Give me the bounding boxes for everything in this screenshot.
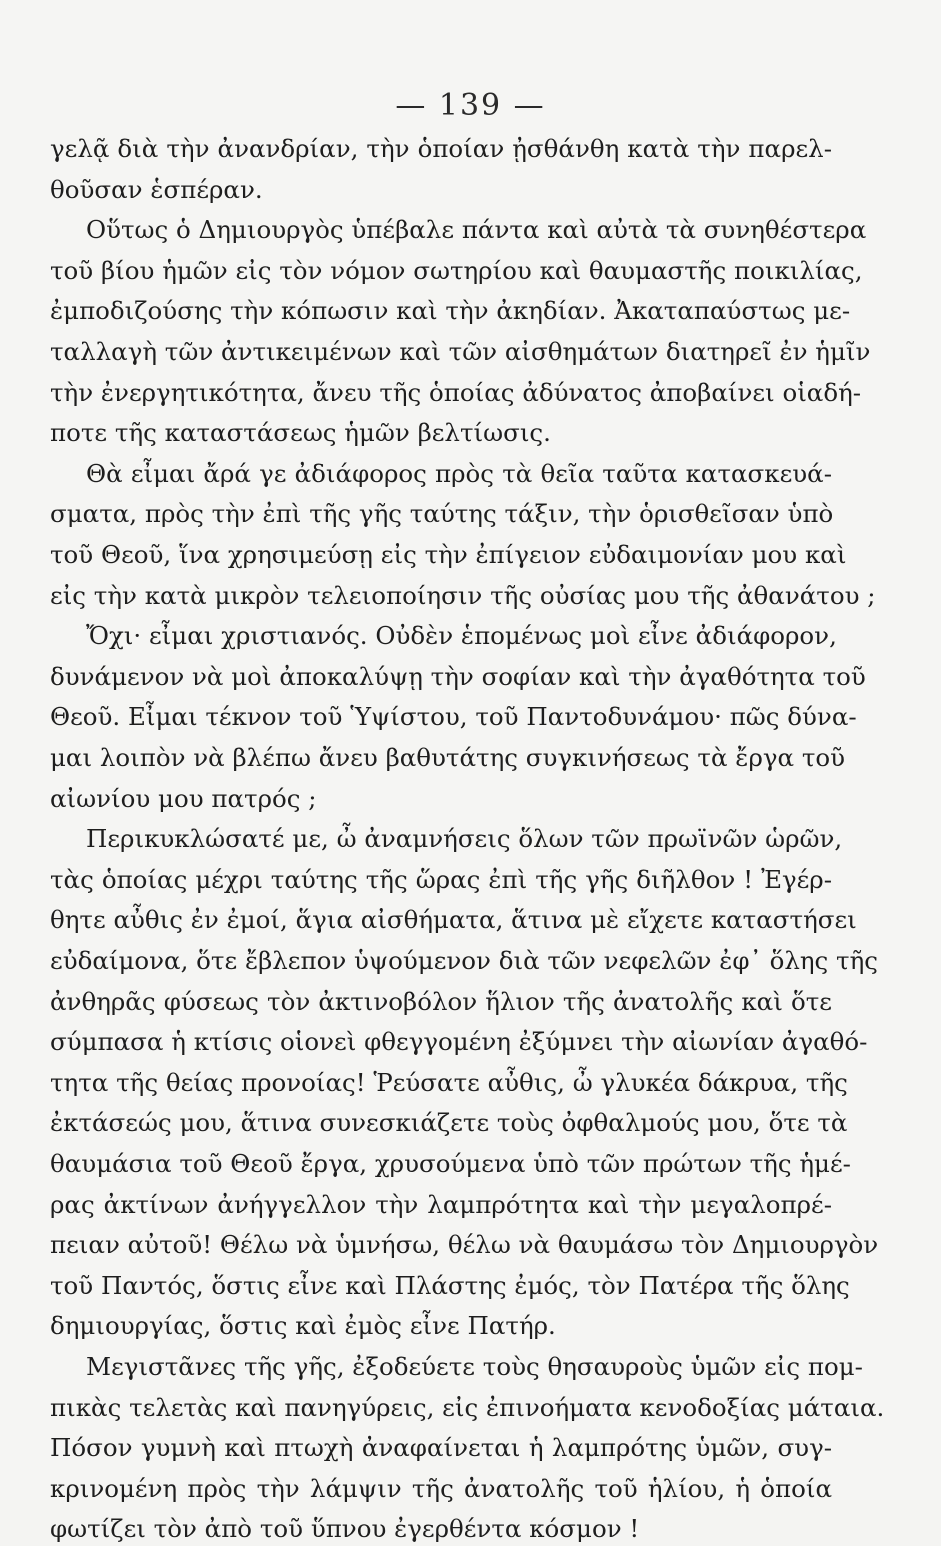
text-line: τητα τῆς θείας προνοίας! Ῥεύσατε αὖθις, ὦ γλυκέα δάκρυα, τῆς bbox=[50, 1067, 848, 1097]
text-line: ποτε τῆς καταστάσεως ἡμῶν βελτίωσις. bbox=[50, 418, 551, 448]
text-line: Ὄχι· εἶμαι χριστιανός. Οὐδὲν ἑπομένως μοὶ εἶνε ἀδιάφορον, bbox=[86, 621, 837, 651]
text-line: φωτίζει τὸν ἀπὸ τοῦ ὕπνου ἐγερθέντα κόσμον ! bbox=[50, 1514, 640, 1544]
text-line: εὐδαίμονα, ὅτε ἔβλεπον ὑψούμενον διὰ τῶν νεφελῶν ἐφ᾽ ὅλης τῆς bbox=[50, 946, 878, 975]
text-line: τοῦ βίου ἡμῶν εἰς τὸν νόμον σωτηρίου καὶ θαυμαστῆς ποικιλίας, bbox=[50, 255, 863, 285]
text-line: ρας ἀκτίνων ἀνήγγελλον τὴν λαμπρότητα καὶ τὴν μεγαλοπρέ- bbox=[50, 1189, 832, 1219]
text-line: Περικυκλώσατέ με, ὦ ἀναμνήσεις ὅλων τῶν πρωϊνῶν ὡρῶν, bbox=[86, 824, 843, 854]
text-line: ἐμποδιζούσης τὴν κόπωσιν καὶ τὴν ἀκηδίαν. Ἀκαταπαύστως με- bbox=[50, 296, 851, 326]
text-line: Οὕτως ὁ Δημιουργὸς ὑπέβαλε πάντα καὶ αὐτὰ τὰ συνηθέστερα bbox=[86, 215, 867, 245]
text-line: σματα, πρὸς τὴν ἐπὶ τῆς γῆς ταύτης τάξιν, τὴν ὁρισθεῖσαν ὑπὸ bbox=[50, 499, 834, 529]
text-line: ἐκτάσεώς μου, ἅτινα συνεσκιάζετε τοὺς ὀφθαλμούς μου, ὅτε τὰ bbox=[50, 1108, 848, 1138]
text-line: Μεγιστᾶνες τῆς γῆς, ἐξοδεύετε τοὺς θησαυροὺς ὑμῶν εἰς πομ- bbox=[86, 1352, 863, 1381]
text-line: θαυμάσια τοῦ Θεοῦ ἔργα, χρυσούμενα ὑπὸ τῶν πρώτων τῆς ἡμέ- bbox=[50, 1149, 851, 1178]
page-number: — 139 — bbox=[395, 88, 546, 123]
text-line: γελᾷ διὰ τὴν ἀνανδρίαν, τὴν ὁποίαν ᾐσθάνθη κατὰ τὴν παρελ- bbox=[50, 134, 832, 163]
text-line: αἰωνίου μου πατρός ; bbox=[50, 783, 317, 813]
text-line: θητε αὖθις ἐν ἐμοί, ἅγια αἰσθήματα, ἅτινα μὲ εἴχετε καταστήσει bbox=[50, 905, 857, 935]
text-line: ταλλαγὴ τῶν ἀντικειμένων καὶ τῶν αἰσθημάτων διατηρεῖ ἐν ἡμῖν bbox=[50, 337, 871, 366]
text-line: δυνάμενον νὰ μοὶ ἀποκαλύψῃ τὴν σοφίαν καὶ τὴν ἀγαθότητα τοῦ bbox=[50, 661, 866, 691]
text-line: ἀνθηρᾶς φύσεως τὸν ἀκτινοβόλον ἥλιον τῆς ἀνατολῆς καὶ ὅτε bbox=[50, 986, 832, 1016]
text-line: Πόσον γυμνὴ καὶ πτωχὴ ἀναφαίνεται ἡ λαμπρότης ὑμῶν, συγ- bbox=[50, 1433, 832, 1463]
text-line: πειαν αὐτοῦ! Θέλω νὰ ὑμνήσω, θέλω νὰ θαυμάσω τὸν Δημιουργὸν bbox=[50, 1230, 879, 1260]
text-line: τοῦ Παντός, ὅστις εἶνε καὶ Πλάστης ἐμός, τὸν Πατέρα τῆς ὅλης bbox=[50, 1270, 850, 1300]
text-line: μαι λοιπὸν νὰ βλέπω ἄνευ βαθυτάτης συγκινήσεως τὰ ἔργα τοῦ bbox=[50, 743, 846, 772]
text-line: τὰς ὁποίας μέχρι ταύτης τῆς ὥρας ἐπὶ τῆς γῆς διῆλθον ! Ἐγέρ- bbox=[50, 864, 832, 894]
text-line: κρινομένη πρὸς τὴν λάμψιν τῆς ἀνατολῆς τοῦ ἡλίου, ἡ ὁποία bbox=[50, 1473, 832, 1503]
text-line: τὴν ἐνεργητικότητα, ἄνευ τῆς ὁποίας ἀδύνατος ἀποβαίνει οἱαδή- bbox=[50, 377, 862, 407]
text-line: θοῦσαν ἑσπέραν. bbox=[50, 174, 263, 204]
text-line: δημιουργίας, ὅστις καὶ ἐμὸς εἶνε Πατήρ. bbox=[50, 1311, 556, 1341]
text-line: Θεοῦ. Εἶμαι τέκνον τοῦ Ὑψίστου, τοῦ Παντοδυνάμου· πῶς δύνα- bbox=[50, 702, 857, 732]
text-line: τοῦ Θεοῦ, ἵνα χρησιμεύσῃ εἰς τὴν ἐπίγειον εὐδαιμονίαν μου καὶ bbox=[50, 540, 847, 569]
text-line: Θὰ εἶμαι ἄρά γε ἀδιάφορος πρὸς τὰ θεῖα ταῦτα κατασκευά- bbox=[86, 458, 832, 488]
text-line: εἰς τὴν κατὰ μικρὸν τελειοποίησιν τῆς οὐσίας μου τῆς ἀθανάτου ; bbox=[50, 580, 876, 610]
text-line: σύμπασα ἡ κτίσις οἱονεὶ φθεγγομένη ἐξύμνει τὴν αἰωνίαν ἀγαθό- bbox=[50, 1027, 868, 1057]
text-line: πικὰς τελετὰς καὶ πανηγύρεις, εἰς ἐπινοήματα κενοδοξίας μάταια. bbox=[50, 1392, 885, 1422]
